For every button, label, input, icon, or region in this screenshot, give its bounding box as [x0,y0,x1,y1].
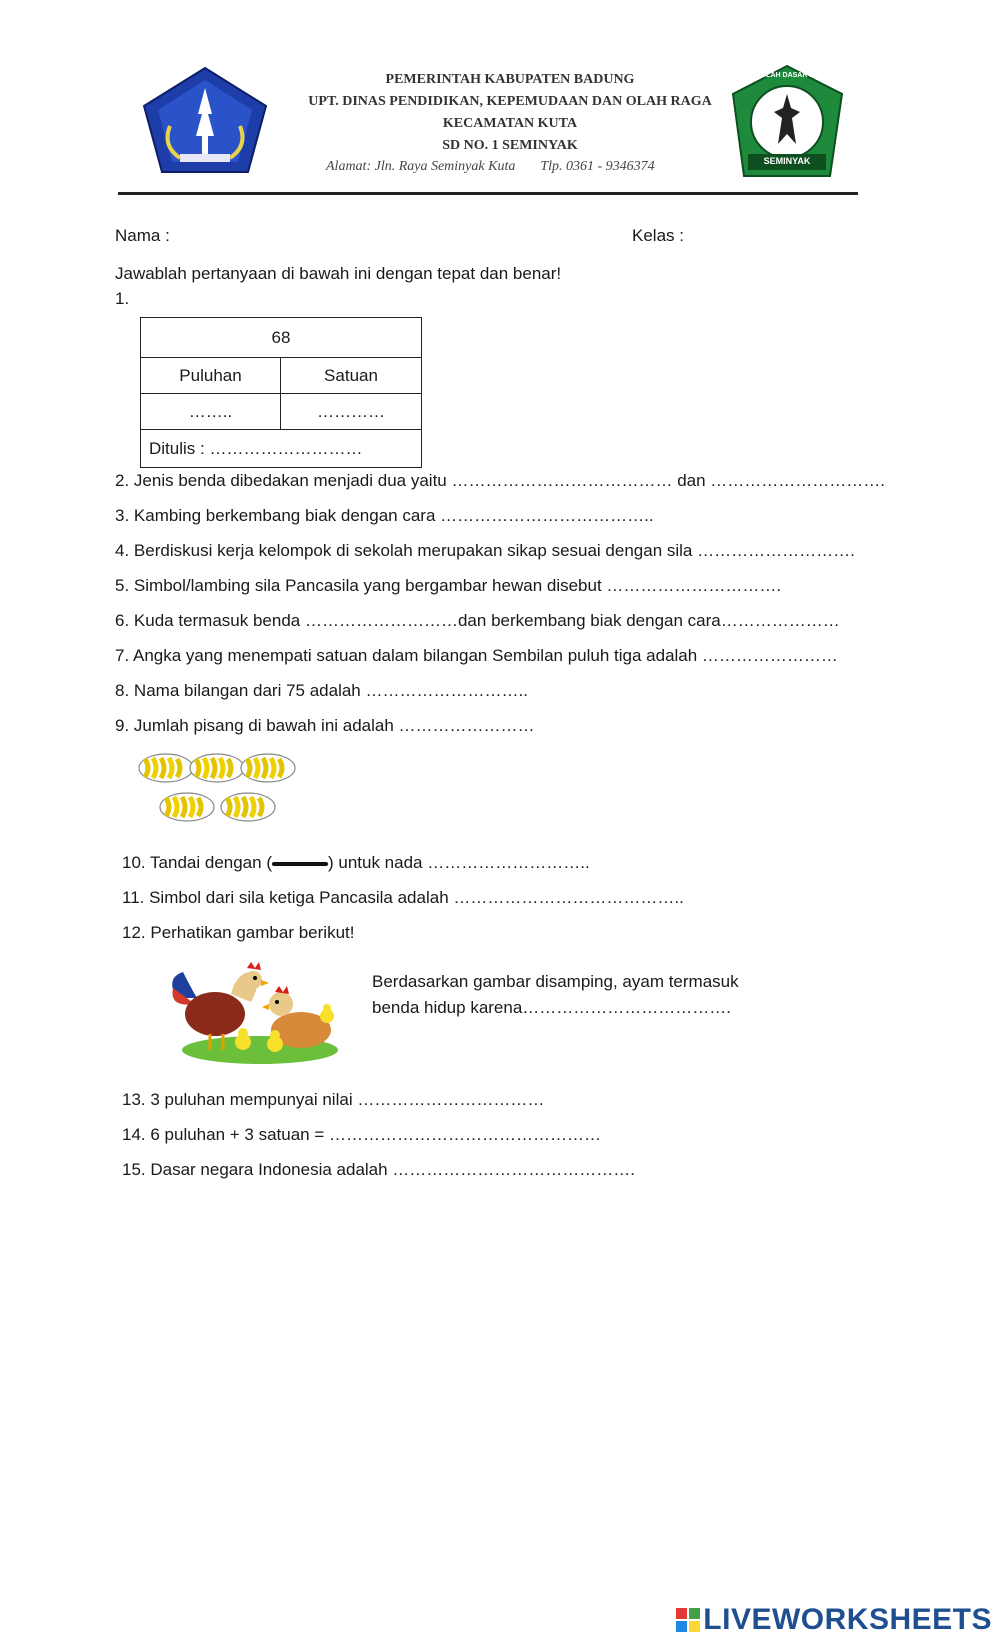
question-12-side-line-2: benda hidup karena………………………………. [372,998,732,1017]
question-text: Nama bilangan dari 75 adalah ……………………….. [133,681,528,700]
header-line-3: KECAMATAN KUTA [442,116,578,131]
question-text: Simbol/lambing sila Pancasila yang bergambar hewan disebut …………………………. [133,576,782,595]
question-number: 3. [115,506,130,525]
liveworksheets-grid-icon [676,1608,700,1632]
long-note-line-icon [272,862,328,866]
table-header-puluhan: Puluhan [140,357,281,394]
question-13: 13. 3 puluhan mempunyai nilai …………………………… [122,1090,545,1109]
question-6 [115,611,840,631]
question-5 [115,576,781,596]
question-12-side-line-1: Berdasarkan gambar disamping, ayam termasuk [372,972,739,991]
table-blank-satuan[interactable]: ………… [280,393,422,430]
question-number: 6. [115,611,130,630]
question-3 [115,506,654,526]
question-1-number: 1. [115,289,130,308]
question-text: Jenis benda dibedakan menjadi dua yaitu ………………………………… dan …………………………. [133,471,886,490]
banana-bunches-image [138,752,308,838]
question-number: 8. [115,681,130,700]
header-line-4: SD NO. 1 SEMINYAK [442,138,578,153]
header-address [326,159,655,175]
table-written-cell [140,429,422,468]
question-10-pre: 10. Tandai dengan ( [122,853,272,872]
school-logo-text: SEKOLAH DASAR NO. 1 [746,72,828,79]
table-value-cell: 68 [140,317,422,358]
table-header-satuan: Satuan [280,357,422,394]
liveworksheets-brand: LIVEWORKSHEETS [703,1603,992,1636]
header-line-1: PEMERINTAH KABUPATEN BADUNG [385,72,635,87]
question-number: 2. [115,471,130,490]
chicken-family-image [165,958,345,1066]
question-14: 14. 6 puluhan + 3 satuan = ………………………………………… [122,1125,602,1144]
question-15: 15. Dasar negara Indonesia adalah ……………………………………. [122,1160,636,1179]
question-number: 4. [115,541,130,560]
phone-text: Tlp. 0361 - 9346374 [540,159,655,174]
liveworksheets-logo[interactable] [676,1603,992,1637]
table-blank-puluhan[interactable]: …….. [140,393,281,430]
question-number: 7. [115,646,130,665]
question-9 [115,716,535,736]
question-text: Berdiskusi kerja kelompok di sekolah merupakan sikap sesuai dengan sila ………………………. [133,541,855,560]
header-divider [118,192,858,195]
question-10-post: ) untuk nada ……………………….. [327,853,590,872]
question-8 [115,681,528,701]
question-text: Kambing berkembang biak dengan cara ……………………………….. [133,506,654,525]
question-number: 9. [115,716,130,735]
nama-label: Nama : [115,226,170,245]
question-text: Angka yang menempati satuan dalam bilangan Sembilan puluh tiga adalah …………………… [132,646,838,665]
question-4 [115,541,855,561]
header-line-2: UPT. DINAS PENDIDIKAN, KEPEMUDAAN DAN OLAH RAGA [308,94,712,109]
kelas-label: Kelas : [632,226,684,245]
place-value-table [140,317,427,477]
regency-emblem-icon [140,66,270,176]
question-text: Jumlah pisang di bawah ini adalah …………………… [133,716,535,735]
question-7 [115,646,838,666]
school-logo-banner: SEMINYAK [763,156,811,166]
instruction: Jawablah pertanyaan di bawah ini dengan tepat dan benar! [115,264,562,283]
question-2 [115,471,885,491]
question-number: 5. [115,576,130,595]
question-12: 12. Perhatikan gambar berikut! [122,923,355,942]
written-label: Ditulis : ……………………… [149,438,363,458]
address-text: Alamat: Jln. Raya Seminyak Kuta [326,159,516,174]
question-11: 11. Simbol dari sila ketiga Pancasila adalah ………………………………….. [122,888,684,907]
question-10 [122,853,590,873]
question-text: Kuda termasuk benda ………………………dan berkembang biak dengan cara………………… [133,611,840,630]
